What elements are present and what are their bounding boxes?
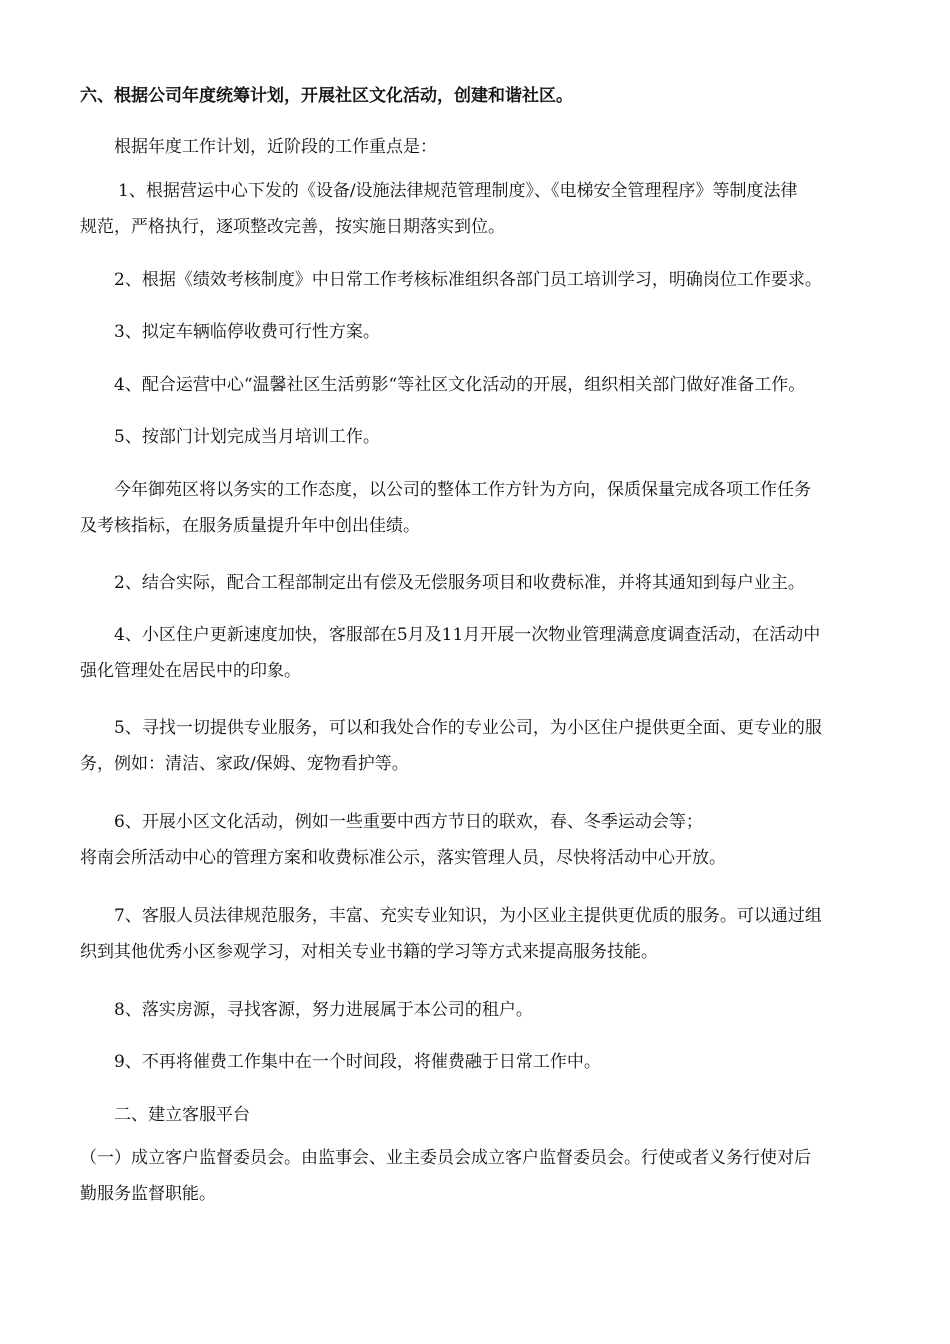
item-3-paragraph xyxy=(80,314,870,350)
item-4-paragraph xyxy=(80,367,870,403)
summary-line-1: 今年御苑区将以务实的工作态度，以公司的整体工作方针为方向，保质保量完成各项工作任务 xyxy=(114,480,811,500)
section-2-title xyxy=(80,1097,870,1133)
plan-8-text: 8、落实房源，寻找客源，努力进展属于本公司的租户。 xyxy=(114,1000,533,1020)
plan-9-text: 9、不再将催费工作集中在一个时间段，将催费融于日常工作中。 xyxy=(114,1052,601,1072)
item-4-text: 4、配合运营中心“温馨社区生活剪影“等社区文化活动的开展，组织相关部门做好准备工作。 xyxy=(114,375,806,395)
plan-2-text: 2、结合实际，配合工程部制定出有偿及无偿服务项目和收费标准，并将其通知到每户业主。 xyxy=(114,573,805,593)
item-3-text: 3、拟定车辆临停收费可行性方案。 xyxy=(114,322,380,342)
plan-9-paragraph xyxy=(80,1044,870,1080)
section-2-item-1-line-1: （一）成立客户监督委员会。由监事会、业主委员会成立客户监督委员会。行使或者义务行使对后 xyxy=(80,1148,811,1168)
item-5-paragraph xyxy=(80,419,870,455)
item-1-line-2: 规范，严格执行，逐项整改完善，按实施日期落实到位。 xyxy=(80,217,505,237)
plan-4-line-1: 4、小区住户更新速度加快，客服部在5月及11月开展一次物业管理满意度调查活动，在活动中 xyxy=(114,625,821,645)
plan-5-line-1: 5、寻找一切提供专业服务，可以和我处合作的专业公司，为小区住户提供更全面、更专业的服 xyxy=(114,718,822,738)
plan-6-paragraph xyxy=(80,804,870,876)
section-2-item-1-line-2: 勤服务监督职能。 xyxy=(80,1184,216,1204)
plan-6-line-1: 6、开展小区文化活动，例如一些重要中西方节日的联欢，春、冬季运动会等； xyxy=(114,812,703,832)
section-heading-six xyxy=(80,78,870,114)
plan-7-line-2: 织到其他优秀小区参观学习，对相关专业书籍的学习等方式来提高服务技能。 xyxy=(80,942,658,962)
item-1-line-1: 1、根据营运中心下发的《设备/设施法律规范管理制度》、《电梯安全管理程序》等制度法律 xyxy=(118,181,798,201)
plan-5-paragraph xyxy=(80,710,870,782)
item-2-text: 2、根据《绩效考核制度》中日常工作考核标准组织各部门员工培训学习，明确岗位工作要求。 xyxy=(114,270,822,290)
plan-6-line-2: 将南会所活动中心的管理方案和收费标准公示，落实管理人员，尽快将活动中心开放。 xyxy=(80,848,726,868)
heading-text: 六、根据公司年度统筹计划，开展社区文化活动，创建和谐社区。 xyxy=(80,86,573,106)
section-2-item-1-paragraph xyxy=(80,1140,870,1212)
item-5-text: 5、按部门计划完成当月培训工作。 xyxy=(114,427,380,447)
plan-2-paragraph xyxy=(80,565,870,601)
plan-7-line-1: 7、客服人员法律规范服务，丰富、充实专业知识，为小区业主提供更优质的服务。可以通过组 xyxy=(114,906,822,926)
plan-4-paragraph xyxy=(80,617,870,689)
plan-8-paragraph xyxy=(80,992,870,1028)
item-1-paragraph xyxy=(80,173,870,245)
section-2-title-text: 二、建立客服平台 xyxy=(114,1105,250,1125)
intro-paragraph xyxy=(80,129,870,165)
item-2-paragraph xyxy=(80,262,870,298)
plan-4-line-2: 强化管理处在居民中的印象。 xyxy=(80,661,301,681)
plan-5-line-2: 务，例如：清洁、家政/保姆、宠物看护等。 xyxy=(80,754,409,774)
intro-text: 根据年度工作计划，近阶段的工作重点是： xyxy=(114,137,437,157)
plan-7-paragraph xyxy=(80,898,870,970)
summary-paragraph xyxy=(80,472,870,544)
summary-line-2: 及考核指标，在服务质量提升年中创出佳绩。 xyxy=(80,516,420,536)
